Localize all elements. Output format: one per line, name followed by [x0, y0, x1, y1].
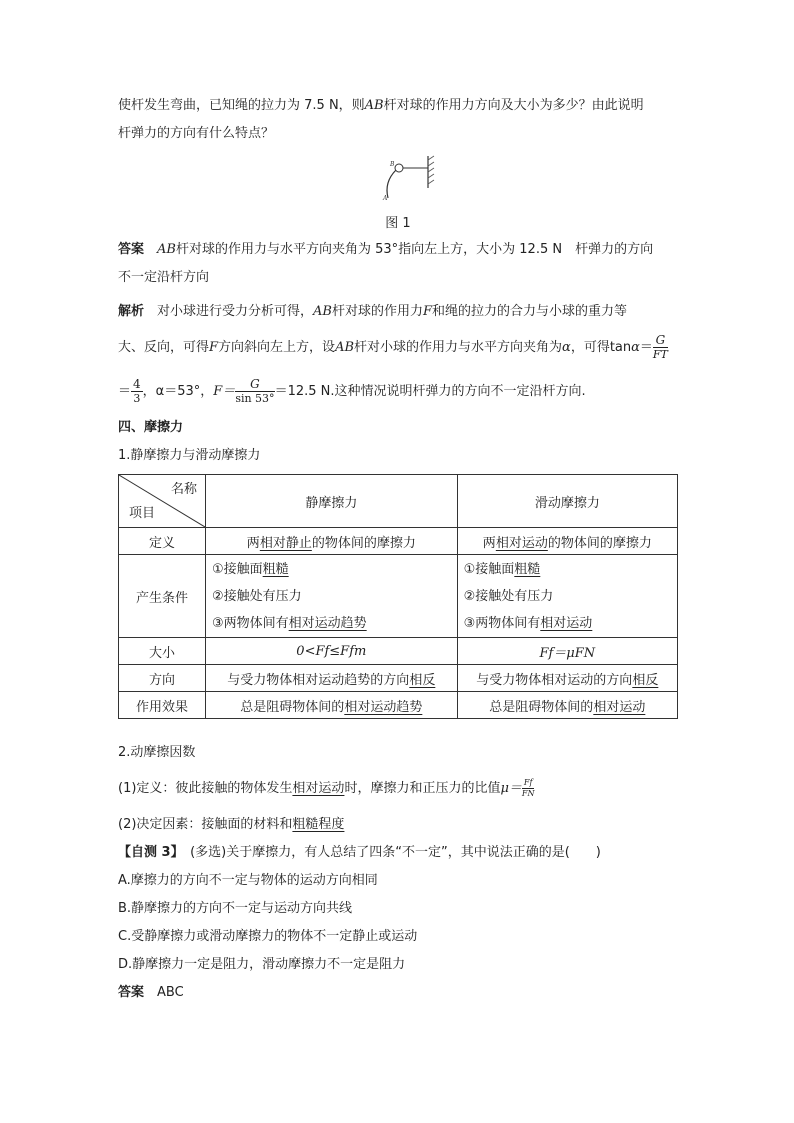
analysis-line-1: 解析 对小球进行受力分析可得，AB杆对球的作用力F和绳的拉力的合力与小球的重力等	[118, 304, 628, 319]
label-a: A	[383, 195, 388, 202]
problem-text-2: 杆弹力的方向有什么特点？	[118, 126, 275, 141]
col-header-static: 静摩擦力	[206, 475, 458, 528]
section-title: 四、摩擦力	[118, 420, 184, 435]
subsection-title: 1.静摩擦力与滑动摩擦力	[118, 448, 261, 463]
friction-table	[118, 474, 678, 719]
table-row: 作用效果 总是阻碍物体间的相对运动趋势 总是阻碍物体间的相对运动	[119, 692, 678, 719]
label-b: B	[390, 161, 395, 168]
fraction-4-3: $\frac{4}{3}$	[133, 377, 141, 405]
answer-line: 答案 AB杆对球的作用力与水平方向夹角为 53°指向左上方，大小为 12.5 N 杆弹力的方向	[118, 242, 654, 257]
problem-text: 使杆发生弯曲，已知绳的拉力为 7.5 N，则AB杆对球的作用力方向及大小为多少？由此说明	[118, 98, 644, 113]
option-d: D.静摩擦力一定是阻力，滑动摩擦力不一定是阻力	[118, 957, 406, 972]
page	[118, 92, 678, 1007]
subsection-title-2: 2.动摩擦因数	[118, 745, 196, 760]
mu-factor: (2)决定因素：接触面的材料和粗糙程度	[118, 817, 345, 832]
fraction-g-ft: $\frac{G}{FT}$	[652, 333, 668, 361]
col-header-kinetic: 滑动摩擦力	[457, 475, 677, 528]
rod-ball-diagram	[370, 154, 440, 210]
answer-label: 答案	[118, 242, 145, 257]
figure-caption: 图 1	[385, 216, 411, 231]
analysis-line-2: 大、反向，可得F方向斜向左上方，设AB杆对小球的作用力与水平方向夹角为α，可得tanα＝ $\frac{G}{FT}$	[118, 333, 668, 361]
fraction-ff-fn: $\frac{Ff}{FN}$	[521, 778, 535, 798]
quiz-stem: 【自测 3】 (多选)关于摩擦力，有人总结了四条“不一定”，其中说法正确的是( )	[118, 845, 601, 860]
table-row: 大小 0<Ff≤Ffm Ff＝μFN	[119, 638, 678, 665]
table-row: 定义 两相对静止的物体间的摩擦力 两相对运动的物体间的摩擦力	[119, 528, 678, 555]
option-b: B.静摩擦力的方向不一定与运动方向共线	[118, 901, 353, 916]
quiz-tag: 【自测 3】	[118, 845, 178, 860]
quiz-answer-label: 答案	[118, 985, 145, 1000]
table-row: 产生条件 ①接触面粗糙 ②接触处有压力 ③两物体间有相对运动趋势 ①接触面粗糙 ②接触处有压力 ③两物体间有相对运动	[119, 555, 678, 638]
answer-line-2: 不一定沿杆方向	[118, 270, 210, 285]
figure-1	[118, 154, 678, 210]
fraction-g-sin: $\frac{G}{\sin 53^\circ}$	[235, 377, 275, 405]
mu-definition: (1)定义：彼此接触的物体发生相对运动时，摩擦力和正压力的比值μ＝ $\frac{Ff}{FN}$	[118, 778, 535, 798]
analysis-line-3: ＝ $\frac{4}{3}$ ，α＝53°，F＝ $\frac{G}{\sin 53^\circ}$ ＝12.5 N.这种情况说明杆弹力的方向不一定沿杆方向.	[118, 377, 586, 405]
option-c: C.受静摩擦力或滑动摩擦力的物体不一定静止或运动	[118, 929, 418, 944]
analysis-label: 解析	[118, 304, 145, 319]
table-row: 方向 与受力物体相对运动趋势的方向相反 与受力物体相对运动的方向相反	[119, 665, 678, 692]
option-a: A.摩擦力的方向不一定与物体的运动方向相同	[118, 873, 378, 888]
table-header-row	[119, 475, 678, 528]
quiz-answer: 答案 ABC	[118, 985, 184, 1000]
diagonal-header-cell: 名称 项目	[119, 475, 206, 528]
